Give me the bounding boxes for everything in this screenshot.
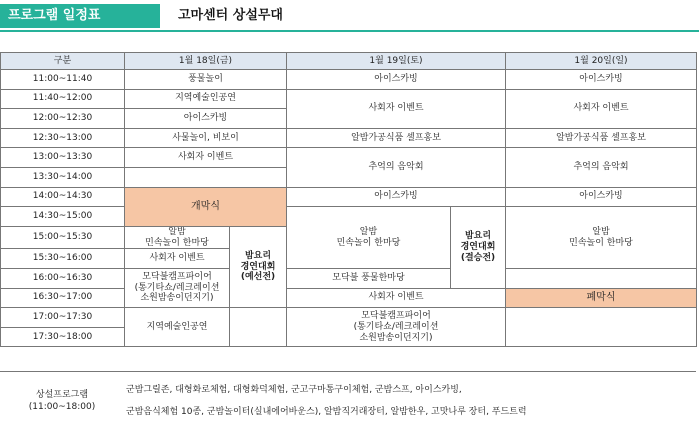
program-line: 민속놀이 한마당 (569, 237, 633, 248)
time-cell: 15:00~15:30 (1, 226, 125, 249)
time-cell: 13:00~13:30 (1, 148, 125, 168)
time-cell: 16:00~16:30 (1, 268, 125, 288)
permanent-line: 군밤음식체험 10종, 군밤놀이터(실내에어바운스), 알밤직거래장터, 알밤한우, 고맛나루 장터, 푸드트럭 (126, 407, 527, 417)
time-cell: 12:30~13:00 (1, 128, 125, 148)
opening-ceremony-cell: 개막식 (125, 187, 287, 226)
contest-line: (결승전) (460, 252, 496, 263)
header-cell: 1월 18일(금) (125, 53, 287, 70)
time-cell: 14:00~14:30 (1, 187, 125, 207)
permanent-label-time: (11:00~18:00) (28, 402, 96, 412)
program-cell (125, 268, 230, 307)
time-cell: 12:00~12:30 (1, 109, 125, 129)
time-cell: 11:40~12:00 (1, 89, 125, 109)
contest-line: 밤요리 (244, 250, 272, 261)
program-cell: 사물놀이, 비보이 (125, 128, 287, 148)
program-cell: 아이스카빙 (125, 109, 287, 129)
table-row (1, 187, 697, 207)
program-cell: 아이스카빙 (506, 70, 697, 90)
program-line: 알밤 (359, 226, 378, 237)
time-cell: 13:30~14:00 (1, 167, 125, 187)
program-line: 민속놀이 한마당 (336, 237, 401, 248)
permanent-label (0, 372, 124, 431)
empty-cell (506, 268, 697, 288)
permanent-text (124, 372, 696, 431)
program-line: (통기타쇼/레크레이션 (134, 282, 220, 293)
empty-cell (506, 308, 697, 347)
program-line: (통기타쇼/레크레이션 (353, 321, 439, 332)
time-cell: 14:30~15:00 (1, 207, 125, 227)
closing-ceremony-cell: 폐막식 (506, 288, 697, 308)
program-cell: 알밤가공식품 셀프홍보 (506, 128, 697, 148)
table-row (1, 89, 697, 109)
empty-cell (125, 167, 287, 187)
program-cell: 아이스카빙 (506, 187, 697, 207)
page-subtitle: 고마센터 상설무대 (178, 8, 283, 23)
table-row (1, 268, 697, 288)
program-cell: 지역예술인공연 (125, 308, 230, 347)
program-cell: 추억의 음악회 (287, 148, 506, 187)
title-divider (0, 30, 699, 32)
permanent-label-title: 상설프로그램 (35, 389, 89, 400)
time-cell: 17:30~18:00 (1, 327, 125, 347)
contest-cell (230, 226, 287, 307)
program-line: 알밤 (592, 226, 610, 237)
contest-line: 밤요리 (464, 231, 492, 242)
table-row (1, 207, 697, 227)
program-line: 모닥불캠프파이어 (361, 311, 431, 322)
header-cell: 1월 20일(일) (506, 53, 697, 70)
contest-line: (예선전) (240, 272, 276, 283)
table-row (1, 288, 697, 308)
permanent-program-table (0, 371, 696, 430)
program-line: 소원밤송이던지기) (359, 332, 433, 343)
table-header-row (1, 53, 697, 70)
time-cell: 15:30~16:00 (1, 249, 125, 269)
table-row (1, 70, 697, 90)
program-line: 알밤 (168, 226, 186, 237)
program-cell: 풍물놀이 (125, 70, 287, 90)
time-cell: 17:00~17:30 (1, 308, 125, 328)
program-cell (506, 207, 697, 269)
program-cell: 모닥불 풍물한마당 (287, 268, 451, 288)
permanent-line: 군밤그릴존, 대형화로체험, 대형화덕체험, 군고구마통구이체험, 군밤스프, 아이스카빙, (126, 385, 462, 395)
program-cell (125, 226, 230, 249)
page-title: 프로그램 일정표 (0, 4, 160, 28)
program-line: 민속놀이 한마당 (145, 237, 209, 248)
contest-line: 경연대회 (460, 241, 496, 252)
program-cell: 지역예술인공연 (125, 89, 287, 109)
program-cell: 사회자 이벤트 (125, 148, 287, 168)
schedule-table (0, 52, 697, 347)
table-row (1, 148, 697, 168)
table-row (1, 128, 697, 148)
time-cell: 16:30~17:00 (1, 288, 125, 308)
program-cell: 추억의 음악회 (506, 148, 697, 187)
program-cell: 알밤가공식품 셀프홍보 (287, 128, 506, 148)
contest-cell (451, 207, 506, 288)
program-cell (287, 308, 506, 347)
time-cell: 11:00~11:40 (1, 70, 125, 90)
program-cell: 사회자 이벤트 (125, 249, 230, 269)
program-cell: 아이스카빙 (287, 70, 506, 90)
header-cell: 1월 19일(토) (287, 53, 506, 70)
empty-cell (230, 308, 287, 347)
header-cell: 구분 (1, 53, 125, 70)
program-cell: 사회자 이벤트 (506, 89, 697, 128)
program-cell: 사회자 이벤트 (287, 288, 506, 308)
program-line: 모닥불캠프파이어 (142, 271, 212, 282)
program-cell: 아이스카빙 (287, 187, 506, 207)
program-cell (287, 207, 451, 269)
program-cell: 사회자 이벤트 (287, 89, 506, 128)
program-line: 소원밤송이던지기) (140, 293, 214, 304)
table-row (1, 308, 697, 328)
contest-line: 경연대회 (240, 261, 276, 272)
